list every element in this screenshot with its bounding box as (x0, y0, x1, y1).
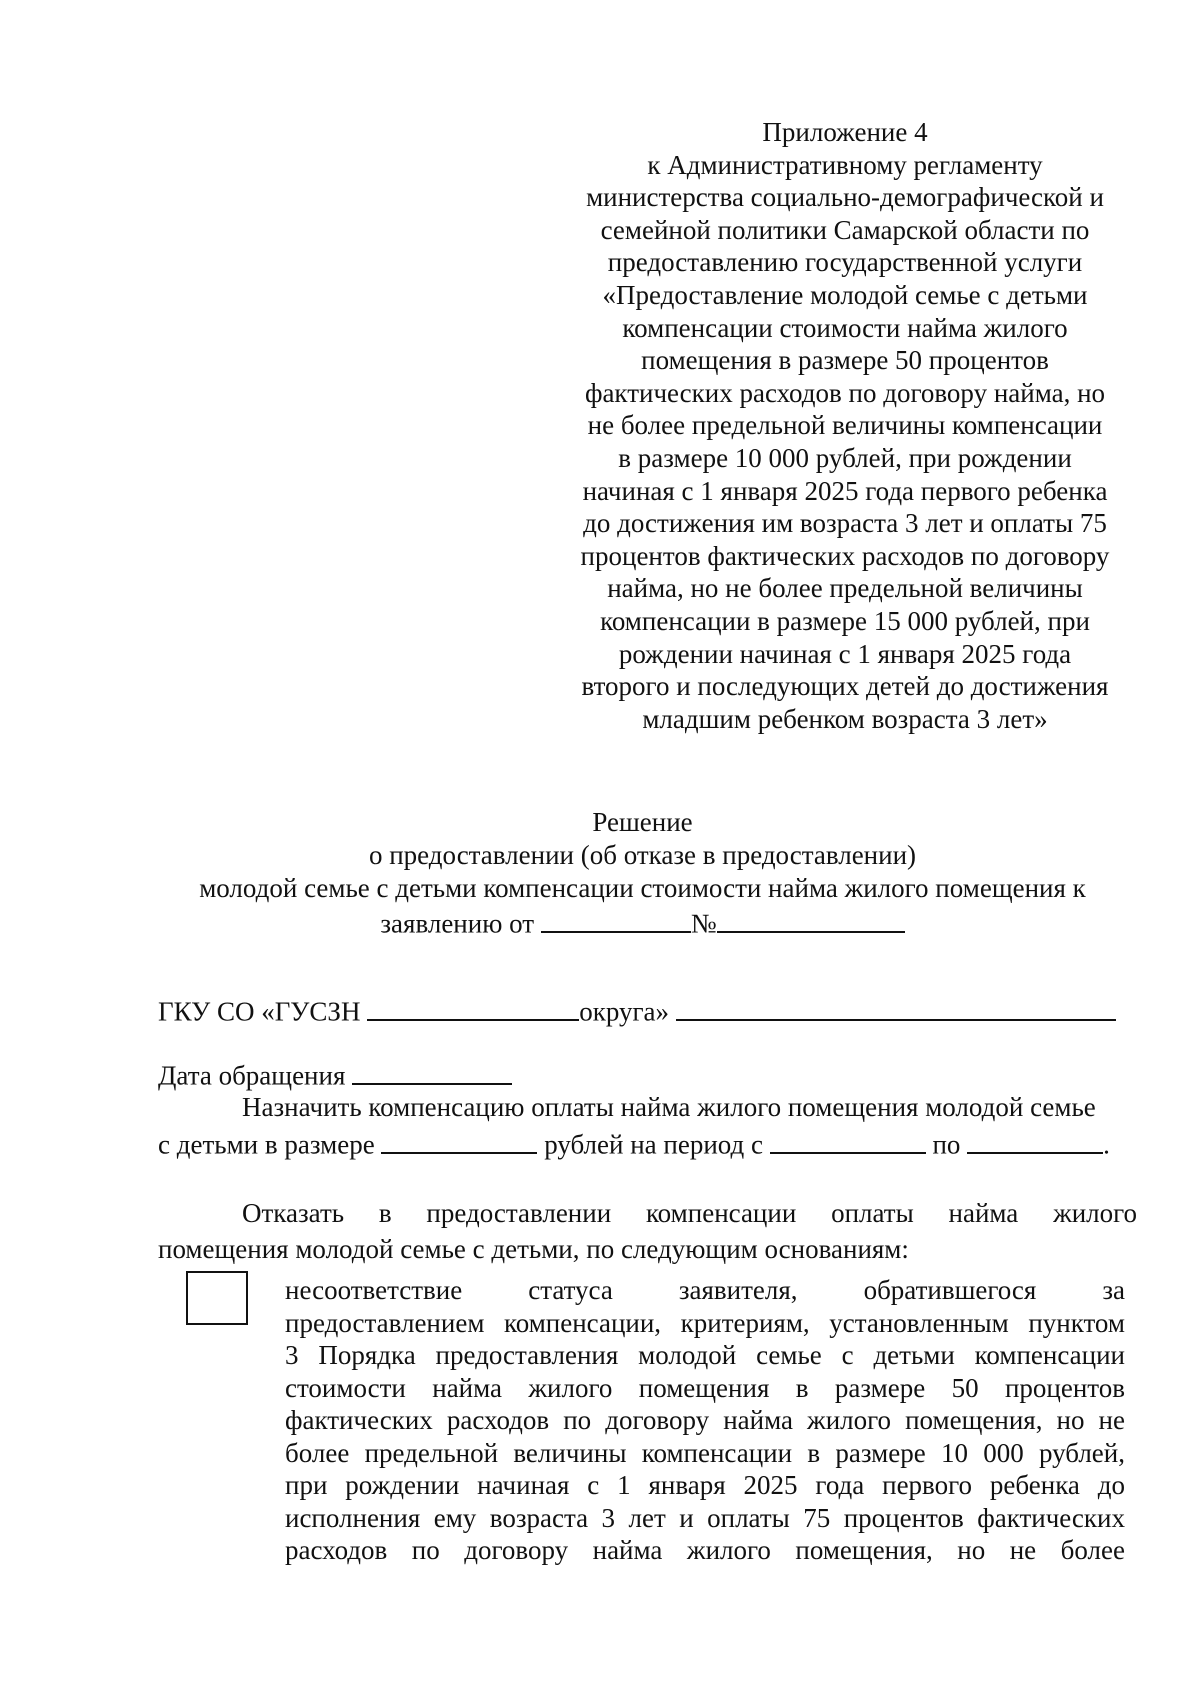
appendix-line: младшим ребенком возраста 3 лет» (642, 703, 1048, 734)
appendix-line: компенсации стоимости найма жилого (622, 312, 1068, 343)
appendix-line: предоставлению государственной услуги (607, 247, 1083, 278)
appendix-line: до достижения им возраста 3 лет и оплаты 75 (583, 508, 1107, 539)
application-line (150, 905, 1135, 941)
decision-subtitle-1: о предоставлении (об отказе в предоставлении) (368, 840, 917, 870)
decision-heading (150, 806, 1135, 941)
reason-line: несоответствие статуса заявителя, обратившегося за (285, 1275, 1125, 1305)
appendix-line: семейной политики Самарской области по (600, 214, 1090, 245)
appendix-line: к Административному регламенту (647, 149, 1043, 180)
gku-line (158, 993, 1116, 1028)
assign-period: на период (630, 1129, 745, 1160)
refusal-word: найма (948, 1198, 1019, 1228)
appendix-line: в размере 10 000 рублей, при рождении (618, 442, 1072, 473)
period-to-field[interactable] (967, 1126, 1103, 1154)
amount-field[interactable] (381, 1126, 537, 1154)
appendix-line: помещения в размере 50 процентов (641, 345, 1049, 376)
gku-prefix: ГКУ СО «ГУСЗН (158, 996, 361, 1027)
assign-end: . (1103, 1129, 1110, 1160)
appendix-line: Приложение 4 (762, 117, 928, 147)
refusal-line-2: помещения молодой семье с детьми, по следующим основаниям: (158, 1234, 909, 1264)
district-field[interactable] (367, 993, 579, 1021)
appendix-line: фактических расходов по договору найма, но (584, 377, 1106, 408)
appendix-line: компенсации в размере 15 000 рублей, при (600, 605, 1090, 636)
application-number-field[interactable] (717, 905, 905, 933)
date-label: Дата обращения (158, 1060, 346, 1091)
assign-line-1: Назначить компенсацию оплаты найма жилого помещения молодой семье (242, 1092, 1096, 1122)
reason-line: предоставлением компенсации, критериям, установленным пунктом (285, 1307, 1125, 1338)
number-sign: № (690, 908, 717, 939)
appendix-header (560, 116, 1130, 735)
assign-rubles: рублей (544, 1129, 624, 1160)
reason-line: 3 Порядка предоставления молодой семье с детьми компенсации (285, 1340, 1125, 1370)
reason-line: более предельной величины компенсации в размере 10 000 рублей, (285, 1437, 1125, 1468)
application-prefix: заявлению от (380, 908, 535, 939)
date-line (158, 1057, 512, 1092)
refusal-word: предоставлении (426, 1198, 612, 1228)
refusal-word: Отказать (242, 1198, 345, 1228)
assign-line-2 (158, 1126, 1110, 1161)
decision-title: Решение (592, 807, 693, 837)
decision-subtitle-2: молодой семье с детьми компенсации стоимости найма жилого помещения к (199, 873, 1086, 903)
refusal-word: в (378, 1198, 392, 1228)
reason-line: исполнения ему возраста 3 лет и оплаты 75 процентов фактических (285, 1502, 1125, 1533)
gku-details-field[interactable] (676, 993, 1116, 1021)
refusal-line-1 (242, 1198, 1137, 1229)
gku-suffix: округа» (579, 996, 670, 1027)
refusal-word: оплаты (831, 1198, 914, 1228)
reason-line: расходов по договору найма жилого помещения, но не более (285, 1535, 1125, 1565)
assign-prefix: с детьми в размере (158, 1129, 375, 1160)
assign-to: по (932, 1129, 961, 1160)
appendix-line: процентов фактических расходов по договору (580, 540, 1110, 571)
appendix-line: не более предельной величины компенсации (587, 410, 1103, 441)
reason-checkbox[interactable] (186, 1271, 248, 1325)
appendix-line: «Предоставление молодой семье с детьми (602, 279, 1088, 310)
appendix-line: найма, но не более предельной величины (607, 573, 1083, 604)
appendix-line: второго и последующих детей до достижения (581, 671, 1109, 702)
refusal-word: компенсации (645, 1198, 797, 1228)
application-date-field[interactable] (541, 905, 691, 933)
assign-from: с (750, 1129, 763, 1160)
refusal-word: жилого (1053, 1198, 1138, 1228)
appendix-line: рождении начиная с 1 января 2025 года (618, 638, 1072, 669)
reason-line: при рождении начиная с 1 января 2025 года первого ребенка до (285, 1470, 1125, 1500)
appendix-line: начиная с 1 января 2025 года первого ребенка (582, 475, 1108, 506)
appendix-line: министерства социально-демографической и (586, 182, 1104, 213)
period-from-field[interactable] (770, 1126, 926, 1154)
refusal-reason (285, 1274, 1125, 1567)
reason-line: стоимости найма жилого помещения в размере 50 процентов (285, 1372, 1125, 1403)
reason-line: фактических расходов по договору найма жилого помещения, но не (285, 1405, 1125, 1435)
request-date-field[interactable] (352, 1057, 512, 1085)
